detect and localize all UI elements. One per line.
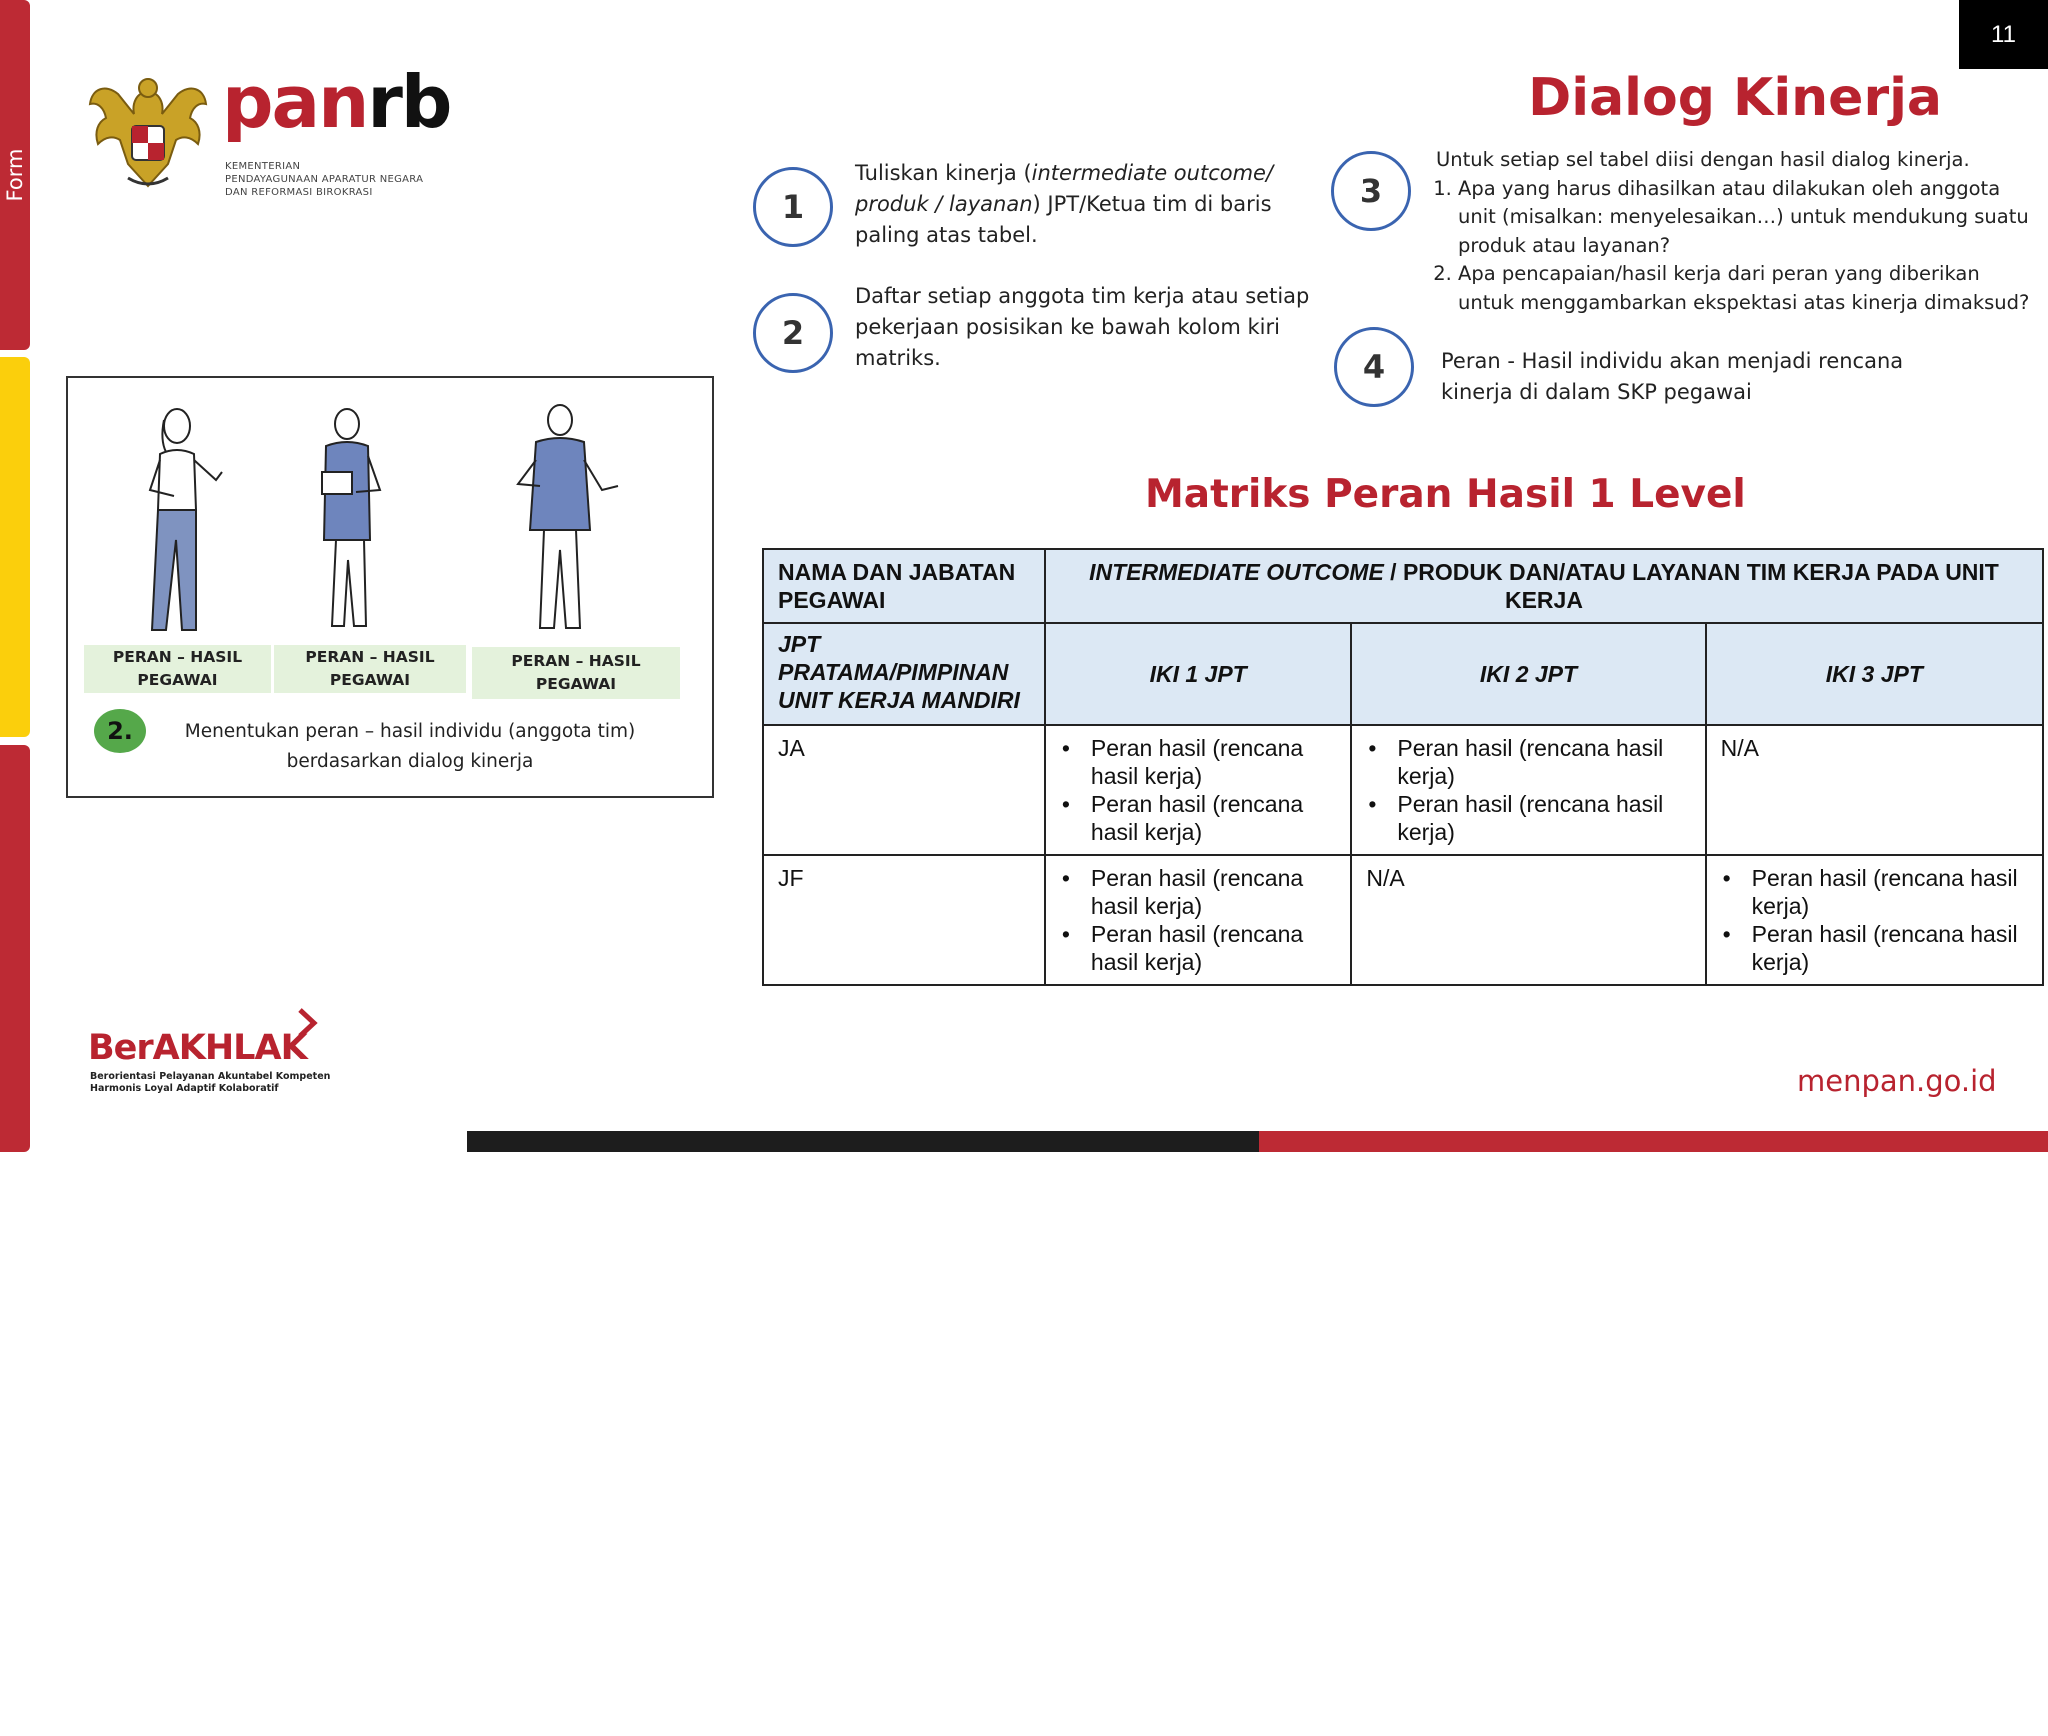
berakhlak-tagline-line: Berorientasi Pelayanan Akuntabel Kompeten (90, 1071, 331, 1082)
step-4-number: 4 (1334, 327, 1414, 407)
table-cell: • Peran hasil (rencana hasil kerja) • Peran hasil (rencana hasil kerja) (1045, 855, 1351, 985)
brand-name: panrb (222, 60, 451, 144)
step-1-text: Tuliskan kinerja (intermediate outcome/ produk / layanan) JPT/Ketua tim di baris paling atas tabel. (855, 161, 1274, 247)
step-3-intro: Untuk setiap sel tabel diisi dengan hasil dialog kinerja. (1436, 148, 1970, 171)
row-name: JF (763, 855, 1045, 985)
brand-logo-text (222, 60, 451, 144)
step-4-text: Peran - Hasil individu akan menjadi rencana kinerja di dalam SKP pegawai (1441, 349, 1904, 404)
table-cell: • Peran hasil (rencana hasil kerja) • Peran hasil (rencana hasil kerja) (1045, 725, 1351, 855)
page-title: Dialog Kinerja (1528, 68, 1942, 128)
chevron-right-icon (296, 1008, 318, 1038)
footer-bar-red (1259, 1131, 2048, 1152)
brand-subtitle (225, 160, 423, 199)
berakhlak-logo: BerAKHLAK (88, 1028, 307, 1068)
role-label-3: PERAN – HASIL PEGAWAI (472, 647, 680, 699)
header-outcome: INTERMEDIATE OUTCOME / PRODUK DAN/ATAU LAYANAN TIM KERJA PADA UNIT KERJA (1045, 549, 2043, 623)
matrix-table (762, 548, 2044, 986)
website-link[interactable]: menpan.go.id (1797, 1064, 1997, 1098)
brand-subtitle-line: DAN REFORMASI BIROKRASI (225, 187, 373, 198)
header-name-jabatan: NAMA DAN JABATAN PEGAWAI (763, 549, 1045, 623)
sidebar-tab-form[interactable] (0, 0, 30, 350)
role-label-1: PERAN – HASIL PEGAWAI (84, 645, 271, 693)
step-3-item: 1. Apa yang harus dihasilkan atau dilakukan oleh anggota unit (misalkan: menyelesaikan…) untuk mendukung suatu produk atau layanan? (1458, 175, 2041, 261)
garuda-emblem-icon (88, 74, 208, 199)
brand-subtitle-line: KEMENTERIAN (225, 161, 301, 172)
table-row (763, 725, 2043, 855)
sidebar-tab-instruksi-kerja[interactable] (0, 357, 30, 737)
table-cell: N/A (1706, 725, 2043, 855)
header-jpt: JPT PRATAMA/PIMPINAN UNIT KERJA MANDIRI (763, 623, 1045, 725)
step-3-number: 3 (1331, 151, 1411, 231)
sidebar-tab-label: Form (3, 148, 27, 202)
berakhlak-tagline (90, 1071, 330, 1095)
sidebar-tab-label: Prosedur (3, 1643, 27, 1736)
step-2-number: 2 (753, 293, 833, 373)
header-iki-1: IKI 1 JPT (1045, 623, 1351, 725)
header-iki-2: IKI 2 JPT (1351, 623, 1705, 725)
step-2-text: Daftar setiap anggota tim kerja atau setiap pekerjaan posisikan ke bawah kolom kiri matriks. (855, 284, 1310, 370)
step-badge: 2. (94, 709, 146, 753)
matrix-title: Matriks Peran Hasil 1 Level (1145, 472, 1746, 517)
step-3-text (1436, 146, 2041, 317)
step-1-number: 1 (753, 167, 833, 247)
illustration-caption: Menentukan peran – hasil individu (anggota tim) berdasarkan dialog kinerja (184, 721, 636, 772)
row-name: JA (763, 725, 1045, 855)
table-cell: N/A (1351, 855, 1705, 985)
table-cell: • Peran hasil (rencana hasil kerja) • Peran hasil (rencana hasil kerja) (1351, 725, 1705, 855)
berakhlak-tagline-line: Harmonis Loyal Adaptif Kolaboratif (90, 1083, 279, 1094)
page-number: 11 (1959, 0, 2048, 69)
employees-illustration (130, 400, 690, 638)
step-3-item: 2. Apa pencapaian/hasil kerja dari peran yang diberikan untuk menggambarkan ekspektasi atas kinerja dimaksud? (1458, 260, 2041, 317)
sidebar-tab-prosedur[interactable] (0, 745, 30, 1736)
table-row (763, 855, 2043, 985)
role-label-2: PERAN – HASIL PEGAWAI (274, 645, 466, 693)
footer-bar-dark (467, 1131, 1259, 1152)
table-cell: • Peran hasil (rencana hasil kerja) • Peran hasil (rencana hasil kerja) (1706, 855, 2043, 985)
brand-subtitle-line: PENDAYAGUNAAN APARATUR NEGARA (225, 174, 424, 185)
header-iki-3: IKI 3 JPT (1706, 623, 2043, 725)
